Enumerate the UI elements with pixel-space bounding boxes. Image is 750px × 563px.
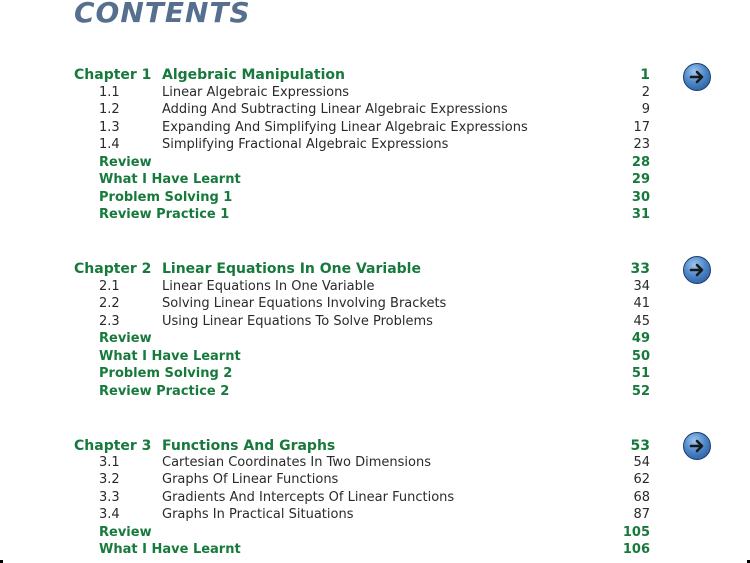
page-number: 54: [633, 455, 650, 470]
section-number: 1.1: [99, 85, 120, 100]
chapter-title: Algebraic Manipulation: [162, 67, 345, 83]
toc-entry-review[interactable]: [0, 524, 750, 542]
toc-entry[interactable]: [0, 489, 750, 507]
toc-entry-problem-solving[interactable]: [0, 365, 750, 383]
page-number: 9: [641, 102, 650, 117]
toc-entry-review[interactable]: [0, 154, 750, 172]
toc-entry-review-practice[interactable]: [0, 206, 750, 224]
toc-entry-what-i-have-learnt[interactable]: [0, 171, 750, 189]
section-number: 1.2: [99, 102, 120, 117]
chapter-heading[interactable]: [0, 437, 750, 455]
toc-entry[interactable]: [0, 295, 750, 313]
toc-entry-problem-solving[interactable]: [0, 189, 750, 207]
page-number: 62: [633, 472, 650, 487]
section-title: Linear Algebraic Expressions: [162, 85, 350, 100]
entry-title: Review Practice 1: [99, 207, 230, 222]
page-number: 30: [631, 190, 650, 205]
section-number: 3.4: [99, 507, 120, 522]
chapter-heading[interactable]: [0, 260, 750, 278]
toc-entry[interactable]: [0, 101, 750, 119]
page-number: 87: [633, 507, 650, 522]
chapter-title: Linear Equations In One Variable: [162, 261, 421, 277]
section-title: Adding And Subtracting Linear Algebraic Expressions: [162, 102, 508, 117]
section-number: 1.3: [99, 120, 120, 135]
arrow-right-icon: [688, 437, 706, 455]
toc-entry[interactable]: [0, 506, 750, 524]
page-number: 106: [622, 542, 650, 557]
section-title: Linear Equations In One Variable: [162, 279, 375, 294]
page-number: 68: [633, 490, 650, 505]
page-number: 49: [631, 331, 650, 346]
page-number: 1: [640, 67, 650, 83]
section-number: 3.1: [99, 455, 120, 470]
chapter-heading[interactable]: [0, 66, 750, 84]
section-number: 2.2: [99, 296, 120, 311]
page-number: 41: [633, 296, 650, 311]
chapter-label: Chapter 1: [74, 67, 152, 83]
entry-title: Problem Solving 1: [99, 190, 233, 205]
page-number: 2: [641, 85, 650, 100]
page-number: 51: [631, 366, 650, 381]
section-title: Graphs In Practical Situations: [162, 507, 354, 522]
page-number: 28: [631, 155, 650, 170]
section-title: Gradients And Intercepts Of Linear Functions: [162, 490, 455, 505]
toc-entry[interactable]: [0, 119, 750, 137]
entry-title: Problem Solving 2: [99, 366, 233, 381]
toc-entry-what-i-have-learnt[interactable]: [0, 541, 750, 559]
section-title: Graphs Of Linear Functions: [162, 472, 339, 487]
entry-title: Review: [99, 331, 152, 346]
page-number: 45: [633, 314, 650, 329]
section-number: 1.4: [99, 137, 120, 152]
page-number: 52: [631, 384, 650, 399]
page-number: 17: [633, 120, 650, 135]
toc-entry[interactable]: [0, 278, 750, 296]
page-number: 23: [633, 137, 650, 152]
entry-title: What I Have Learnt: [99, 542, 241, 557]
chapter-title: Functions And Graphs: [162, 438, 336, 454]
section-number: 3.3: [99, 490, 120, 505]
entry-title: Review: [99, 155, 152, 170]
page-number: 29: [631, 172, 650, 187]
page-number: 50: [631, 349, 650, 364]
page-number: 31: [631, 207, 650, 222]
chapter-label: Chapter 2: [74, 261, 152, 277]
page-number: 53: [630, 438, 650, 454]
page-number: 33: [630, 261, 650, 277]
toc-entry[interactable]: [0, 471, 750, 489]
chapter-label: Chapter 3: [74, 438, 152, 454]
toc-entry[interactable]: [0, 84, 750, 102]
section-title: Simplifying Fractional Algebraic Expressions: [162, 137, 449, 152]
section-title: Using Linear Equations To Solve Problems: [162, 314, 433, 329]
page-title: CONTENTS: [74, 0, 251, 29]
toc-entry[interactable]: [0, 313, 750, 331]
toc-entry-review-practice[interactable]: [0, 383, 750, 401]
section-number: 2.1: [99, 279, 120, 294]
page-number: 105: [622, 525, 650, 540]
toc-entry-review[interactable]: [0, 330, 750, 348]
toc-entry[interactable]: [0, 454, 750, 472]
arrow-right-icon: [688, 261, 706, 279]
toc-entry-what-i-have-learnt[interactable]: [0, 348, 750, 366]
toc-entry[interactable]: [0, 136, 750, 154]
section-number: 2.3: [99, 314, 120, 329]
section-title: Expanding And Simplifying Linear Algebraic Expressions: [162, 120, 528, 135]
entry-title: What I Have Learnt: [99, 349, 241, 364]
entry-title: Review Practice 2: [99, 384, 230, 399]
entry-title: Review: [99, 525, 152, 540]
page-number: 34: [633, 279, 650, 294]
section-title: Solving Linear Equations Involving Brackets: [162, 296, 447, 311]
section-title: Cartesian Coordinates In Two Dimensions: [162, 455, 431, 470]
entry-title: What I Have Learnt: [99, 172, 241, 187]
section-number: 3.2: [99, 472, 120, 487]
